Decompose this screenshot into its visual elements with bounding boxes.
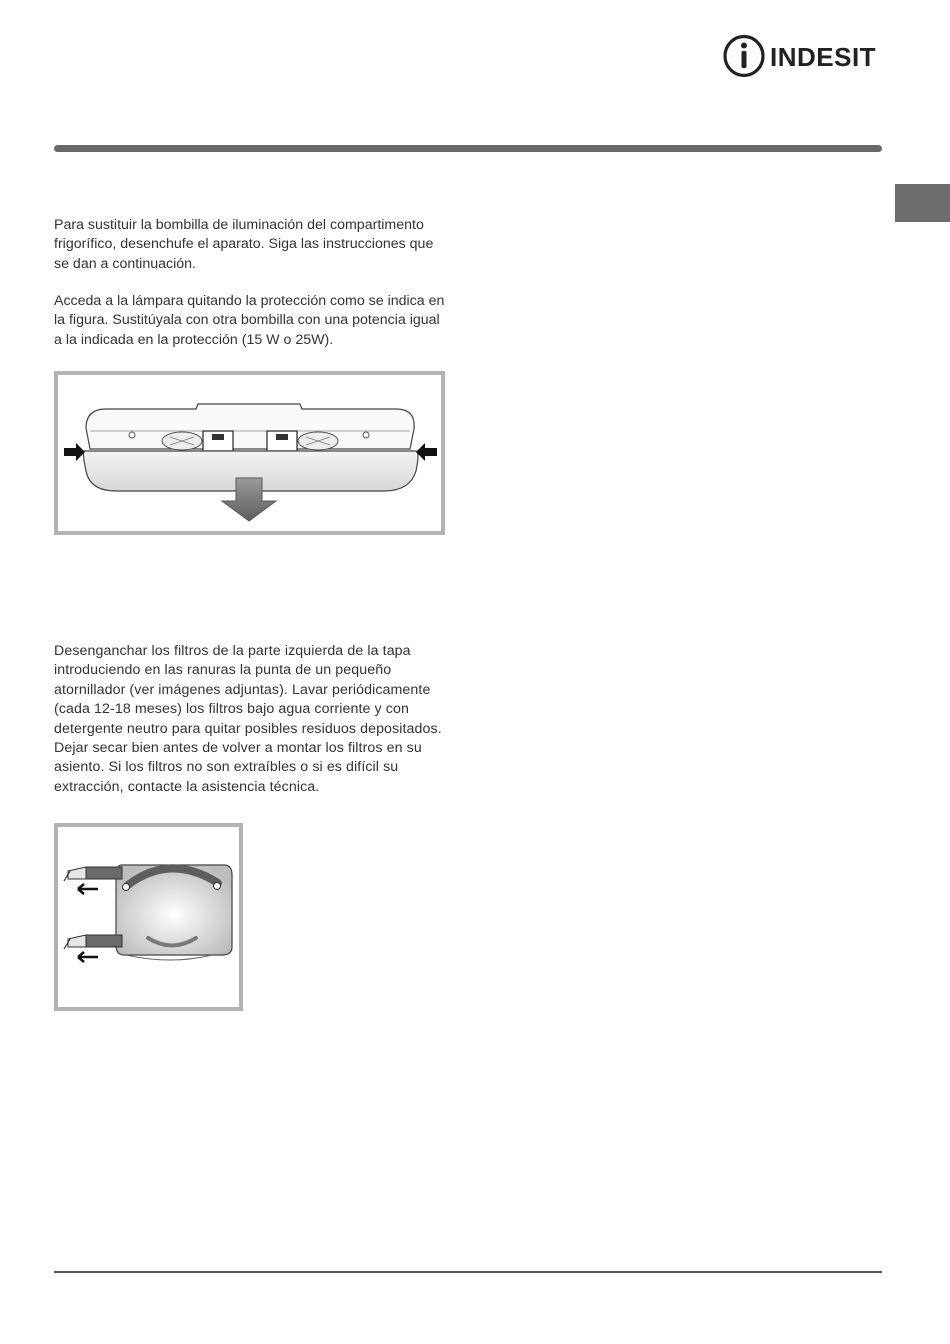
lamp-cover-figure: [54, 371, 445, 535]
language-tab: [895, 184, 950, 222]
filters-paragraph: Desenganchar los filtros de la parte izquierda de la tapa introduciendo en las ranuras la punta de un pequeño atornillador (ver imágenes adjuntas). Lavar periódicamente (cada 12-18 meses) los filtros bajo agua corriente y con detergente neutro para quitar posibles residuos depositados. Dejar secar bien antes de volver a montar los filtros en su asiento. Si los filtros no son extraíbles o si es difícil su extracción, contacte la asistencia técnica.: [54, 643, 442, 795]
filter-removal-figure: [54, 823, 243, 1011]
brand-wordmark: INDESIT: [770, 42, 877, 72]
header-rule: [54, 145, 882, 152]
bulb-steps-paragraph: Acceda a la lámpara quitando la protección como se indica en la figura. Sustitúyala con otra bombilla con una potencia igual a la indicada en la protección (15 W o 25W).: [54, 293, 445, 348]
indesit-logo: [722, 34, 884, 78]
bulb-intro-paragraph: Para sustituir la bombilla de iluminación del compartimento frigorífico, desenchufe el aparato. Siga las instrucciones que se dan a continuación.: [54, 217, 434, 272]
indesit-i-logo-icon: [722, 34, 884, 78]
footer-rule: [54, 1271, 882, 1273]
